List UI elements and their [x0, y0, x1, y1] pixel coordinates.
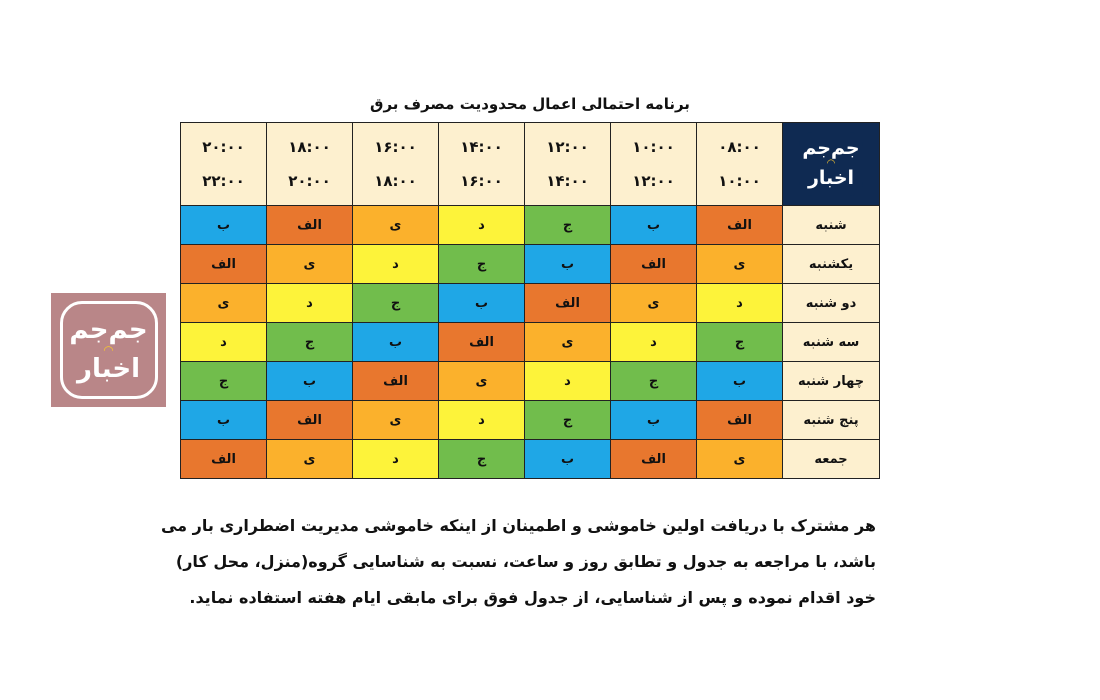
day-label: سه شنبه — [783, 323, 880, 362]
day-row — [181, 401, 880, 440]
group-cell: ج — [611, 362, 697, 401]
time-from: ۱۶:۰۰ — [374, 138, 417, 156]
time-slot-header — [697, 123, 783, 206]
group-cell: ج — [697, 323, 783, 362]
schedule-title: برنامه احتمالی اعمال محدودیت مصرف برق — [370, 95, 690, 113]
time-slot-header — [611, 123, 697, 206]
group-cell: ی — [697, 440, 783, 479]
group-cell: ج — [353, 284, 439, 323]
group-cell: الف — [267, 206, 353, 245]
time-to: ۲۰:۰۰ — [288, 172, 331, 190]
time-header-row — [181, 123, 880, 206]
group-cell: ی — [267, 440, 353, 479]
time-to: ۱۰:۰۰ — [718, 172, 761, 190]
group-cell: ج — [439, 440, 525, 479]
jamjam-watermark-logo — [51, 293, 166, 407]
time-to: ۱۸:۰۰ — [374, 172, 417, 190]
group-cell: الف — [697, 401, 783, 440]
time-from: ۱۰:۰۰ — [632, 138, 675, 156]
time-slot-header — [181, 123, 267, 206]
logo-word-2: اخبار — [807, 167, 855, 189]
group-cell: الف — [267, 401, 353, 440]
time-slot-header — [267, 123, 353, 206]
group-cell: ب — [181, 401, 267, 440]
group-cell: د — [181, 323, 267, 362]
watermark-frame — [60, 301, 158, 399]
group-cell: الف — [697, 206, 783, 245]
group-cell: د — [525, 362, 611, 401]
group-cell: ب — [525, 440, 611, 479]
time-from: ۲۰:۰۰ — [202, 138, 245, 156]
wifi-signal-icon: ◠ — [827, 158, 835, 169]
logo-word-2: اخبار — [77, 354, 140, 384]
group-cell: ب — [181, 206, 267, 245]
group-cell: د — [353, 245, 439, 284]
time-from: ۱۲:۰۰ — [546, 138, 589, 156]
day-row — [181, 245, 880, 284]
group-cell: د — [697, 284, 783, 323]
day-label: شنبه — [783, 206, 880, 245]
group-cell: ی — [525, 323, 611, 362]
instructions-line: هر مشترک با دریافت اولین خاموشی و اطمینان از اینکه خاموشی مدیریت اضطراری بار می — [160, 516, 876, 535]
time-from: ۱۴:۰۰ — [460, 138, 503, 156]
day-label: جمعه — [783, 440, 880, 479]
group-cell: د — [439, 206, 525, 245]
jamjam-logo — [799, 132, 863, 196]
group-cell: ی — [353, 206, 439, 245]
group-cell: ب — [611, 206, 697, 245]
group-cell: ی — [353, 401, 439, 440]
group-cell: ی — [439, 362, 525, 401]
day-label: چهار شنبه — [783, 362, 880, 401]
group-cell: الف — [611, 440, 697, 479]
instructions-paragraph — [160, 508, 876, 616]
group-cell: ب — [611, 401, 697, 440]
time-to: ۱۲:۰۰ — [632, 172, 675, 190]
group-cell: الف — [611, 245, 697, 284]
group-cell: ی — [697, 245, 783, 284]
group-cell: ج — [181, 362, 267, 401]
logo-word-1: جم‌جم — [69, 314, 148, 345]
group-cell: الف — [525, 284, 611, 323]
time-to: ۱۴:۰۰ — [546, 172, 589, 190]
time-slot-header — [525, 123, 611, 206]
group-cell: ب — [267, 362, 353, 401]
group-cell: د — [353, 440, 439, 479]
day-row — [181, 440, 880, 479]
group-cell: الف — [181, 245, 267, 284]
time-from: ۰۸:۰۰ — [718, 138, 761, 156]
group-cell: ج — [525, 401, 611, 440]
group-cell: د — [611, 323, 697, 362]
group-cell: ب — [353, 323, 439, 362]
group-cell: الف — [353, 362, 439, 401]
time-slot-header — [353, 123, 439, 206]
group-cell: ج — [439, 245, 525, 284]
group-cell: ی — [181, 284, 267, 323]
group-cell: د — [267, 284, 353, 323]
time-to: ۲۲:۰۰ — [202, 172, 245, 190]
day-label: پنج شنبه — [783, 401, 880, 440]
instructions-line: باشد، با مراجعه به جدول و تطابق روز و ساعت، نسبت به شناسایی گروه(منزل، محل کار) — [175, 552, 876, 571]
group-cell: ب — [697, 362, 783, 401]
wifi-signal-icon: ◠ — [103, 343, 114, 357]
logo-word-1: جم‌جم — [802, 137, 860, 160]
group-cell: ی — [611, 284, 697, 323]
time-slot-header — [439, 123, 525, 206]
outage-schedule-table — [180, 122, 880, 479]
group-cell: د — [439, 401, 525, 440]
day-row — [181, 284, 880, 323]
logo-cell — [783, 123, 880, 206]
instructions-line: خود اقدام نموده و پس از شناسایی، از جدول فوق برای مابقی ایام هفته استفاده نماید. — [189, 588, 876, 607]
time-to: ۱۶:۰۰ — [460, 172, 503, 190]
group-cell: ب — [439, 284, 525, 323]
group-cell: الف — [439, 323, 525, 362]
day-label: دو شنبه — [783, 284, 880, 323]
group-cell: ی — [267, 245, 353, 284]
group-cell: ج — [267, 323, 353, 362]
group-cell: ج — [525, 206, 611, 245]
group-cell: ب — [525, 245, 611, 284]
time-from: ۱۸:۰۰ — [288, 138, 331, 156]
day-row — [181, 323, 880, 362]
day-row — [181, 362, 880, 401]
day-row — [181, 206, 880, 245]
group-cell: الف — [181, 440, 267, 479]
day-label: یکشنبه — [783, 245, 880, 284]
